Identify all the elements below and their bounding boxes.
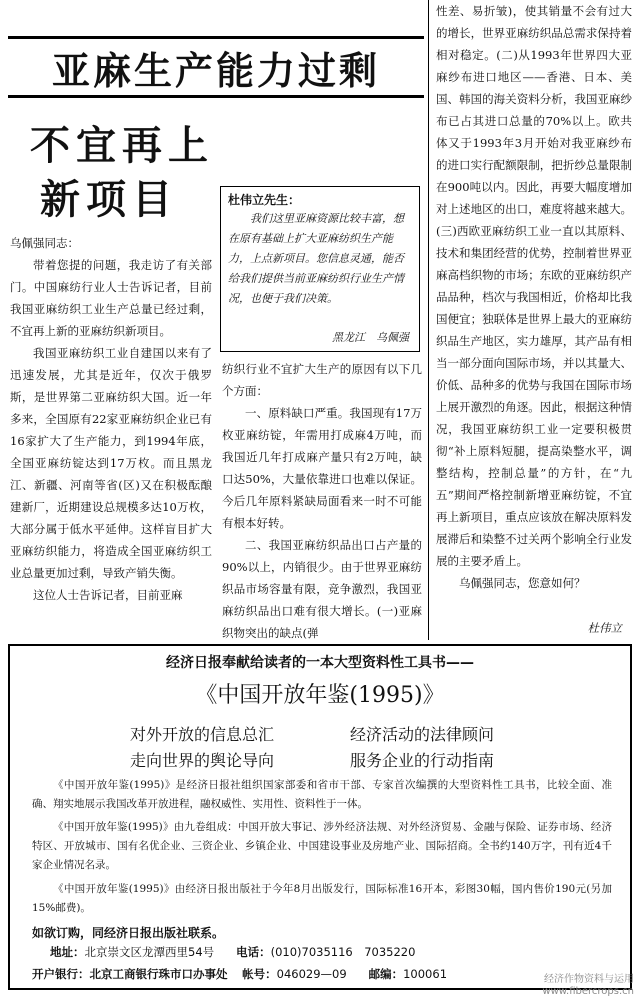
reader-letter-box	[220, 186, 420, 352]
article-column-left	[10, 232, 212, 632]
article-signature: 杜伟立	[587, 621, 622, 635]
ad-slogan: 服务企业的行动指南	[350, 751, 495, 770]
watermark-line: www.fibercrops.cn	[542, 986, 634, 997]
ad-paragraph: 《中国开放年鉴(1995)》由经济日报出版社于今年8月出版发行，国际标准16开本，彩图30幅，国内售价190元(另加15%邮费)。	[32, 883, 612, 914]
zip-label: 邮编：	[368, 967, 404, 981]
paragraph: 一、原料缺口严重。我国现有17万枚亚麻纺锭，年需用打成麻4万吨，而我国近几年打成麻产量只有2万吨，缺口达50%，大量依靠进口也难以保证。今后几年原料紧缺局面看来一时不可能有根本好转。	[222, 406, 422, 530]
account-label: 帐号：	[242, 967, 277, 981]
column-divider	[428, 0, 429, 640]
bank-value: 北京工商银行珠市口办事处	[89, 967, 228, 981]
paragraph: 乌佩强同志，您意如何？	[459, 576, 586, 590]
ad-bank-line	[32, 966, 447, 982]
headline: 亚麻生产能力过剩	[8, 36, 424, 98]
zip-value: 100061	[403, 967, 448, 981]
ad-slogan: 对外开放的信息总汇	[130, 725, 275, 744]
site-watermark	[542, 974, 634, 998]
ad-paragraph: 《中国开放年鉴(1995)》由九卷组成：中国开放大事记、涉外经济法规、对外经济贸易、金融与保险、证券市场、经济特区、开放城市、国有名优企业、三资企业、乡镇企业、中国建设事业及房地产业、国际招商。全书约140万字，刊有近4千家企业情况名录。	[32, 821, 612, 871]
paragraph: 二、我国亚麻纺织品出口占产量的90%以上，内销很少。由于世界亚麻纺织品市场容量有限，竞争激烈，我国亚麻纺织品出口难有很大增长。(一)亚麻织物突出的缺点(弹	[222, 538, 422, 640]
greeting: 乌佩强同志：	[10, 236, 79, 250]
ad-book-title: 《中国开放年鉴(1995)》	[195, 683, 445, 708]
ad-address-line	[50, 944, 415, 960]
yearbook-advertisement	[8, 644, 632, 990]
article-column-right	[436, 0, 632, 634]
article-column-middle	[222, 358, 422, 640]
paragraph: 纺织行业不宜扩大生产的原因有以下几个方面：	[222, 362, 422, 398]
paragraph: 性差、易折皱)，使其销量不会有过大的增长，世界亚麻纺织品总需求保持着相对稳定。(二)从1993年世界四大亚麻纱布进口地区——香港、日本、美国、韩国的海关资料分析，我国亚麻纱布已占其进口总量的70%以上。欧共体又于1993年3月开始对我亚麻纱布的进口实行配额限制，把折纱总量限制在900吨以内。因此，再要大幅度增加对上述地区的出口，难度将越来越大。(三)西欧亚麻纺织工业一直以其原料、技术和集团经营的优势，控制着世界亚麻高档织物的市场；东欧的亚麻纺织产品品种，档次与我国相近，价格却比我国便宜；独联体是世界上最大的亚麻纺织品生产地区，实力雄厚，其产品有相当一部分面向国际市场，并以其量大、价低、品种多的优势与我国在国际市场上展开激烈的角逐。因此，根据这种情况，我国亚麻纺织工业一定要积极贯彻“补上原料短腿，提高染整水平，调整结构，控制总量”的方针，在“九五”期间严格控制新增亚麻纺锭，不宜再上新项目，重点应该放在解决原料发展滞后和染整不过关两个影响全行业发展的主要矛盾上。	[436, 4, 632, 568]
subheadline-line-1: 不宜再上	[30, 123, 214, 169]
letter-body: 我们这里亚麻资源比较丰富，想在原有基础上扩大亚麻纺织生产能力，上点新项目。您信息灵通，能否给我们提供当前亚麻纺织行业生产情况，也便于我们决策。	[228, 212, 404, 305]
phone-label: 电话：	[236, 945, 271, 959]
ad-slogan: 走向世界的舆论导向	[130, 751, 275, 770]
bank-label: 开户银行：	[32, 967, 90, 981]
letter-signature: 黑龙江 乌佩强	[332, 331, 409, 344]
address-label: 地址：	[50, 945, 85, 959]
phone-value: (010)7035116 7035220	[270, 945, 416, 959]
paragraph: 这位人士告诉记者，目前亚麻	[33, 588, 183, 602]
ad-order-note: 如欲订购，同经济日报出版社联系。	[32, 926, 225, 940]
letter-title: 杜伟立先生：	[228, 193, 301, 207]
watermark-line: 经济作物资料与运用	[544, 974, 634, 985]
ad-paragraph: 《中国开放年鉴(1995)》是经济日报社组织国家部委和省市干部、专家首次编撰的大型资料性工具书，比较全面、准确、翔实地展示我国改革开放进程，融权威性、实用性、资料性于一体。	[32, 779, 612, 810]
subheadline-line-2: 新项目	[40, 177, 178, 223]
ad-slogan: 经济活动的法律顾问	[350, 725, 495, 744]
paragraph: 带着您提的问题，我走访了有关部门。中国麻纺行业人士告诉记者，目前我国亚麻纺织工业生产总量已经过剩，不宜再上新的亚麻纺织新项目。	[10, 258, 212, 338]
address-value: 北京崇文区龙潭西里54号	[84, 945, 215, 959]
paragraph: 我国亚麻纺织工业自建国以来有了迅速发展，尤其是近年，仅次于俄罗斯，是世界第二亚麻纺织大国。近一年多来，全国原有22家亚麻纺织企业已有16家扩大了生产能力，到1994年底，全国亚麻纺锭达到17万枚。而且黑龙江、新疆、河南等省(区)又在积极酝酿建新厂，近期建设总规模多达10万枚，大部分属于低水平延伸。这样盲目扩大亚麻纺织能力，将造成全国亚麻纺织工业总量更加过剩，导致产销失衡。	[10, 346, 212, 580]
account-value: 046029—09	[276, 967, 347, 981]
ad-tagline: 经济日报奉献给读者的一本大型资料性工具书——	[166, 655, 474, 671]
